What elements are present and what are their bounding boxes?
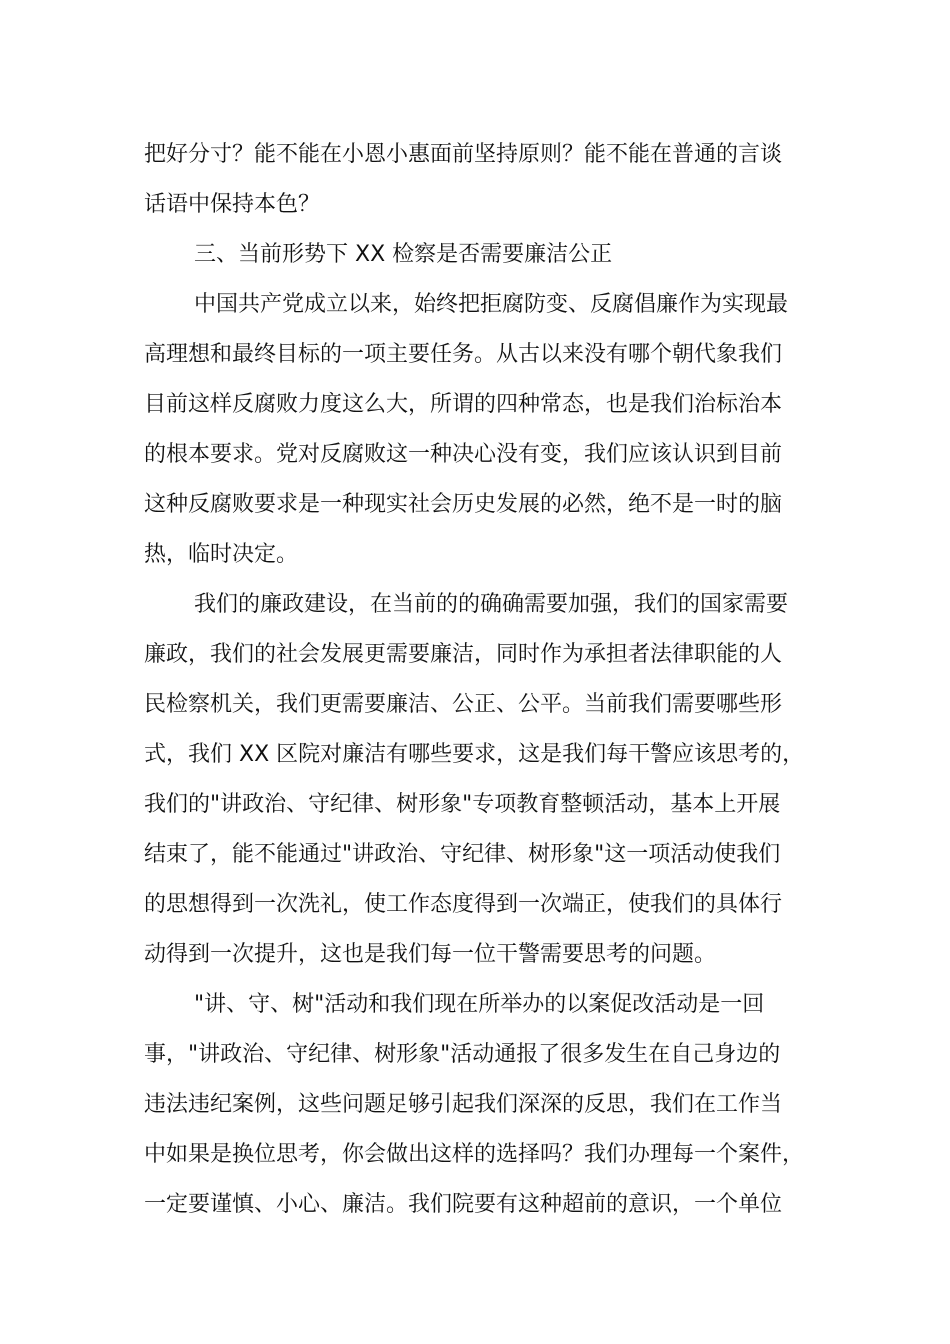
text-line: 事，"讲政治、守纪律、树形象"活动通报了很多发生在自己身边的 — [144, 1042, 781, 1067]
text-line: 把好分寸？能不能在小恩小惠面前坚持原则？能不能在普通的言谈 — [144, 142, 783, 167]
text-line: 热，临时决定。 — [144, 542, 299, 567]
text-line: 廉政，我们的社会发展更需要廉洁，同时作为承担者法律职能的人 — [144, 642, 783, 667]
text-line: "讲、守、树"活动和我们现在所举办的以案促改活动是一回 — [194, 992, 765, 1017]
body-text — [144, 130, 824, 1230]
text-line: 违法违纪案例，这些问题足够引起我们深深的反思，我们在工作当 — [144, 1092, 783, 1117]
text-line: 的根本要求。党对反腐败这一种决心没有变，我们应该认识到目前 — [144, 442, 783, 467]
text-line: 中如果是换位思考，你会做出这样的选择吗？我们办理每一个案件， — [144, 1142, 805, 1167]
text-line: 我们的廉政建设，在当前的的确确需要加强，我们的国家需要 — [194, 592, 789, 617]
text-line: 一定要谨慎、小心、廉洁。我们院要有这种超前的意识，一个单位 — [144, 1192, 783, 1217]
text-line: 结束了，能不能通过"讲政治、守纪律、树形象"这一项活动使我们 — [144, 842, 781, 867]
text-line: 动得到一次提升，这也是我们每一位干警需要思考的问题。 — [144, 942, 717, 967]
section-heading: 三、当前形势下 XX 检察是否需要廉洁公正 — [194, 242, 613, 267]
text-line: 我们的"讲政治、守纪律、树形象"专项教育整顿活动，基本上开展 — [144, 792, 781, 817]
text-line: 目前这样反腐败力度这么大，所谓的四种常态，也是我们治标治本 — [144, 392, 783, 417]
text-line: 民检察机关，我们更需要廉洁、公正、公平。当前我们需要哪些形 — [144, 692, 783, 717]
text-line: 话语中保持本色？ — [144, 192, 321, 217]
text-line: 式，我们 XX 区院对廉洁有哪些要求，这是我们每干警应该思考的， — [144, 742, 805, 767]
text-line: 中国共产党成立以来，始终把拒腐防变、反腐倡廉作为实现最 — [194, 292, 789, 317]
text-line: 这种反腐败要求是一种现实社会历史发展的必然，绝不是一时的脑 — [144, 492, 783, 517]
text-line: 的思想得到一次洗礼，使工作态度得到一次端正，使我们的具体行 — [144, 892, 783, 917]
text-line: 高理想和最终目标的一项主要任务。从古以来没有哪个朝代象我们 — [144, 342, 783, 367]
